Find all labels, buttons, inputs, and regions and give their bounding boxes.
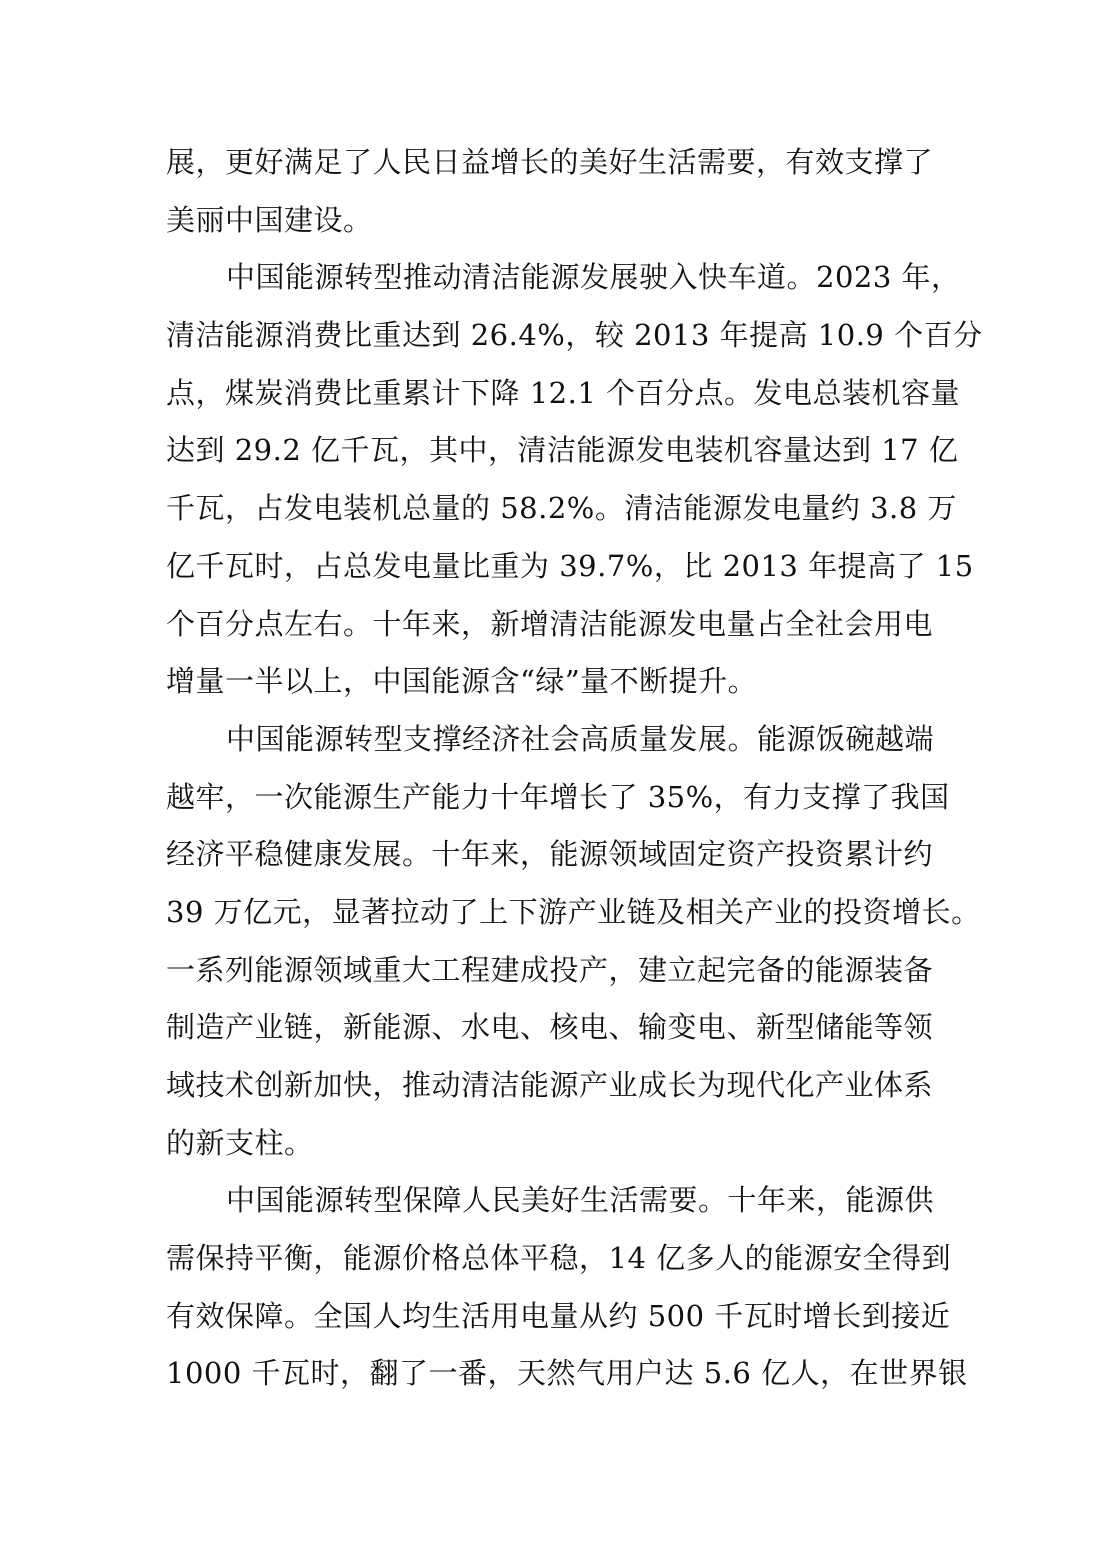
text-line: 制造产业链，新能源、水电、核电、输变电、新型储能等领 xyxy=(166,1010,934,1045)
text-line: 展，更好满足了人民日益增长的美好生活需要，有效支撑了 xyxy=(166,145,934,179)
text-line: 有效保障。全国人均生活用电量从约 500 千瓦时增长到接近 xyxy=(166,1298,951,1333)
text-line: 清洁能源消费比重达到 26.4%，较 2013 年提高 10.9 个百分 xyxy=(166,318,983,353)
text-line: 美丽中国建设。 xyxy=(166,202,373,237)
paragraph-start-line: 中国能源转型保障人民美好生活需要。十年来，能源供 xyxy=(226,1183,935,1218)
text-line: 亿千瓦时，占总发电量比重为 39.7%，比 2013 年提高了 15 xyxy=(166,548,974,583)
text-line: 1000 千瓦时，翻了一番，天然气用户达 5.6 亿人，在世界银 xyxy=(166,1356,968,1391)
text-line: 增量一半以上，中国能源含“绿”量不断提升。 xyxy=(166,664,758,699)
text-line: 的新支柱。 xyxy=(166,1125,314,1160)
text-line: 点，煤炭消费比重累计下降 12.1 个百分点。发电总装机容量 xyxy=(166,375,961,410)
text-line: 达到 29.2 亿千瓦，其中，清洁能源发电装机容量达到 17 亿 xyxy=(166,433,959,468)
text-line: 越牢，一次能源生产能力十年增长了 35%，有力支撑了我国 xyxy=(166,779,950,814)
text-line: 需保持平衡，能源价格总体平稳，14 亿多人的能源安全得到 xyxy=(166,1241,952,1276)
text-line: 个百分点左右。十年来，新增清洁能源发电量占全社会用电 xyxy=(166,606,934,641)
paragraph-start-line: 中国能源转型推动清洁能源发展驶入快车道。2023 年， xyxy=(226,260,961,295)
text-line: 39 万亿元，显著拉动了上下游产业链及相关产业的投资增长。 xyxy=(166,894,981,929)
text-line: 域技术创新加快，推动清洁能源产业成长为现代化产业体系 xyxy=(166,1068,934,1102)
text-line: 千瓦，占发电装机总量的 58.2%。清洁能源发电量约 3.8 万 xyxy=(166,491,957,526)
text-line: 一系列能源领域重大工程建成投产，建立起完备的能源装备 xyxy=(166,952,934,987)
paragraph-start-line: 中国能源转型支撑经济社会高质量发展。能源饭碗越端 xyxy=(226,721,935,756)
body-text xyxy=(166,134,983,1403)
text-line: 经济平稳健康发展。十年来，能源领域固定资产投资累计约 xyxy=(166,837,934,872)
